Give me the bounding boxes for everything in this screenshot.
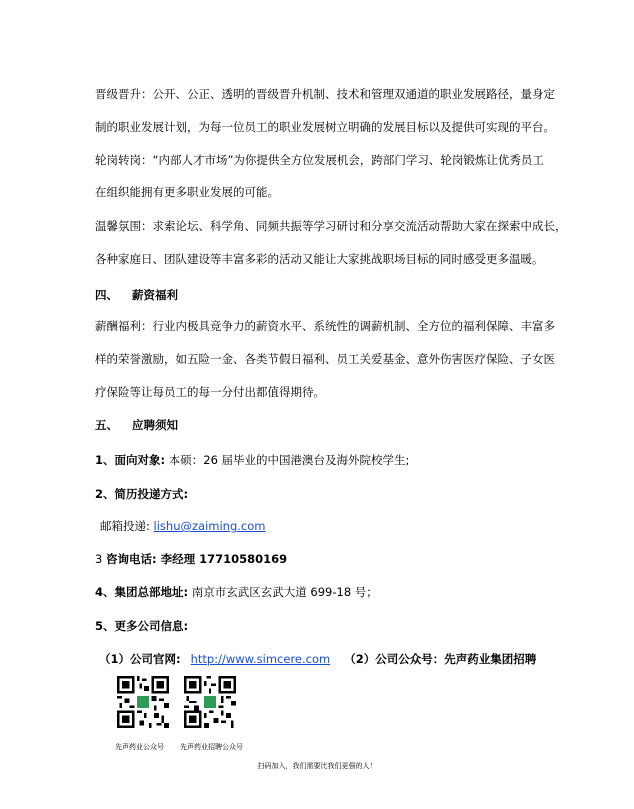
atmosphere-line-1: 温馨氛围：求索论坛、科学角、同频共振等学习研讨和分享交流活动帮助大家在探索中成长， bbox=[95, 219, 567, 233]
salary-line-2: 样的荣誉激励，如五险一金、各类节假日福利、员工关爱基金、意外伤害医疗保险、子女医 bbox=[95, 352, 555, 366]
resume-label: 2、简历投递方式: bbox=[95, 487, 189, 501]
address-value: 南京市玄武区玄武大道 699-18 号； bbox=[188, 585, 378, 599]
qr-caption-right: 先声药业招聘公众号 bbox=[180, 743, 243, 751]
rotation-line-1: 轮岗转岗：“内部人才市场”为你提供全方位发展机会，跨部门学习、轮岗锻炼让优秀员工 bbox=[95, 153, 544, 167]
email-link[interactable]: lishu@zaiming.com bbox=[153, 519, 266, 533]
email-line bbox=[100, 518, 265, 534]
email-prefix: 邮箱投递: bbox=[100, 519, 154, 533]
rotation-line-2: 在组织能拥有更多职业发展的可能。 bbox=[95, 185, 279, 199]
atmosphere-line-2: 各种家庭日、团队建设等丰富多彩的活动又能让大家挑战职场目标的同时感受更多温暖。 bbox=[95, 252, 544, 266]
address-label: 4、集团总部地址: bbox=[95, 585, 189, 599]
section-5-number: 五、 bbox=[95, 418, 118, 432]
target-label: 1、面向对象: bbox=[95, 453, 166, 467]
section-4-heading bbox=[95, 287, 178, 303]
phone-line bbox=[95, 551, 287, 567]
section-4-title: 薪资福利 bbox=[132, 288, 179, 302]
promotion-line-1: 晋级晋升：公开、公正、透明的晋级晋升机制、技术和管理双通道的职业发展路径，量身定 bbox=[95, 87, 555, 101]
qr-code-left bbox=[117, 676, 169, 728]
qr-left-icon bbox=[117, 676, 169, 728]
website-link[interactable]: http://www.simcere.com bbox=[190, 652, 331, 666]
salary-line-3: 疗保险等让每员工的每一分付出都值得期待。 bbox=[95, 385, 325, 399]
phone-number-prefix: 3 bbox=[95, 552, 106, 566]
more-info-label: 5、更多公司信息: bbox=[95, 619, 189, 633]
target-value: 本硕：26 届毕业的中国港澳台及海外院校学生; bbox=[165, 453, 410, 467]
section-4-number: 四、 bbox=[95, 288, 118, 302]
address-line bbox=[95, 584, 378, 600]
section-5-heading bbox=[95, 417, 178, 433]
website-line bbox=[99, 651, 536, 667]
qr-right-icon bbox=[184, 676, 236, 728]
phone-label: 咨询电话: 李经理 17710580169 bbox=[105, 552, 288, 566]
qr-code-right bbox=[184, 676, 236, 728]
section-5-title: 应聘须知 bbox=[132, 418, 179, 432]
target-line bbox=[95, 452, 409, 468]
footer-slogan: 扫码加入，我们需要比我们更强的人！ bbox=[257, 762, 377, 770]
qr-caption-left: 先声药业公众号 bbox=[115, 743, 164, 751]
wechat-label: （2）公司公众号：先声药业集团招聘 bbox=[344, 652, 537, 666]
salary-line-1: 薪酬福利：行业内极具竞争力的薪资水平、系统性的调薪机制、全方位的福利保障、丰富多 bbox=[95, 319, 555, 333]
website-label: （1）公司官网: bbox=[99, 652, 181, 666]
promotion-line-2: 制的职业发展计划，为每一位员工的职业发展树立明确的发展目标以及提供可实现的平台。 bbox=[95, 120, 555, 134]
